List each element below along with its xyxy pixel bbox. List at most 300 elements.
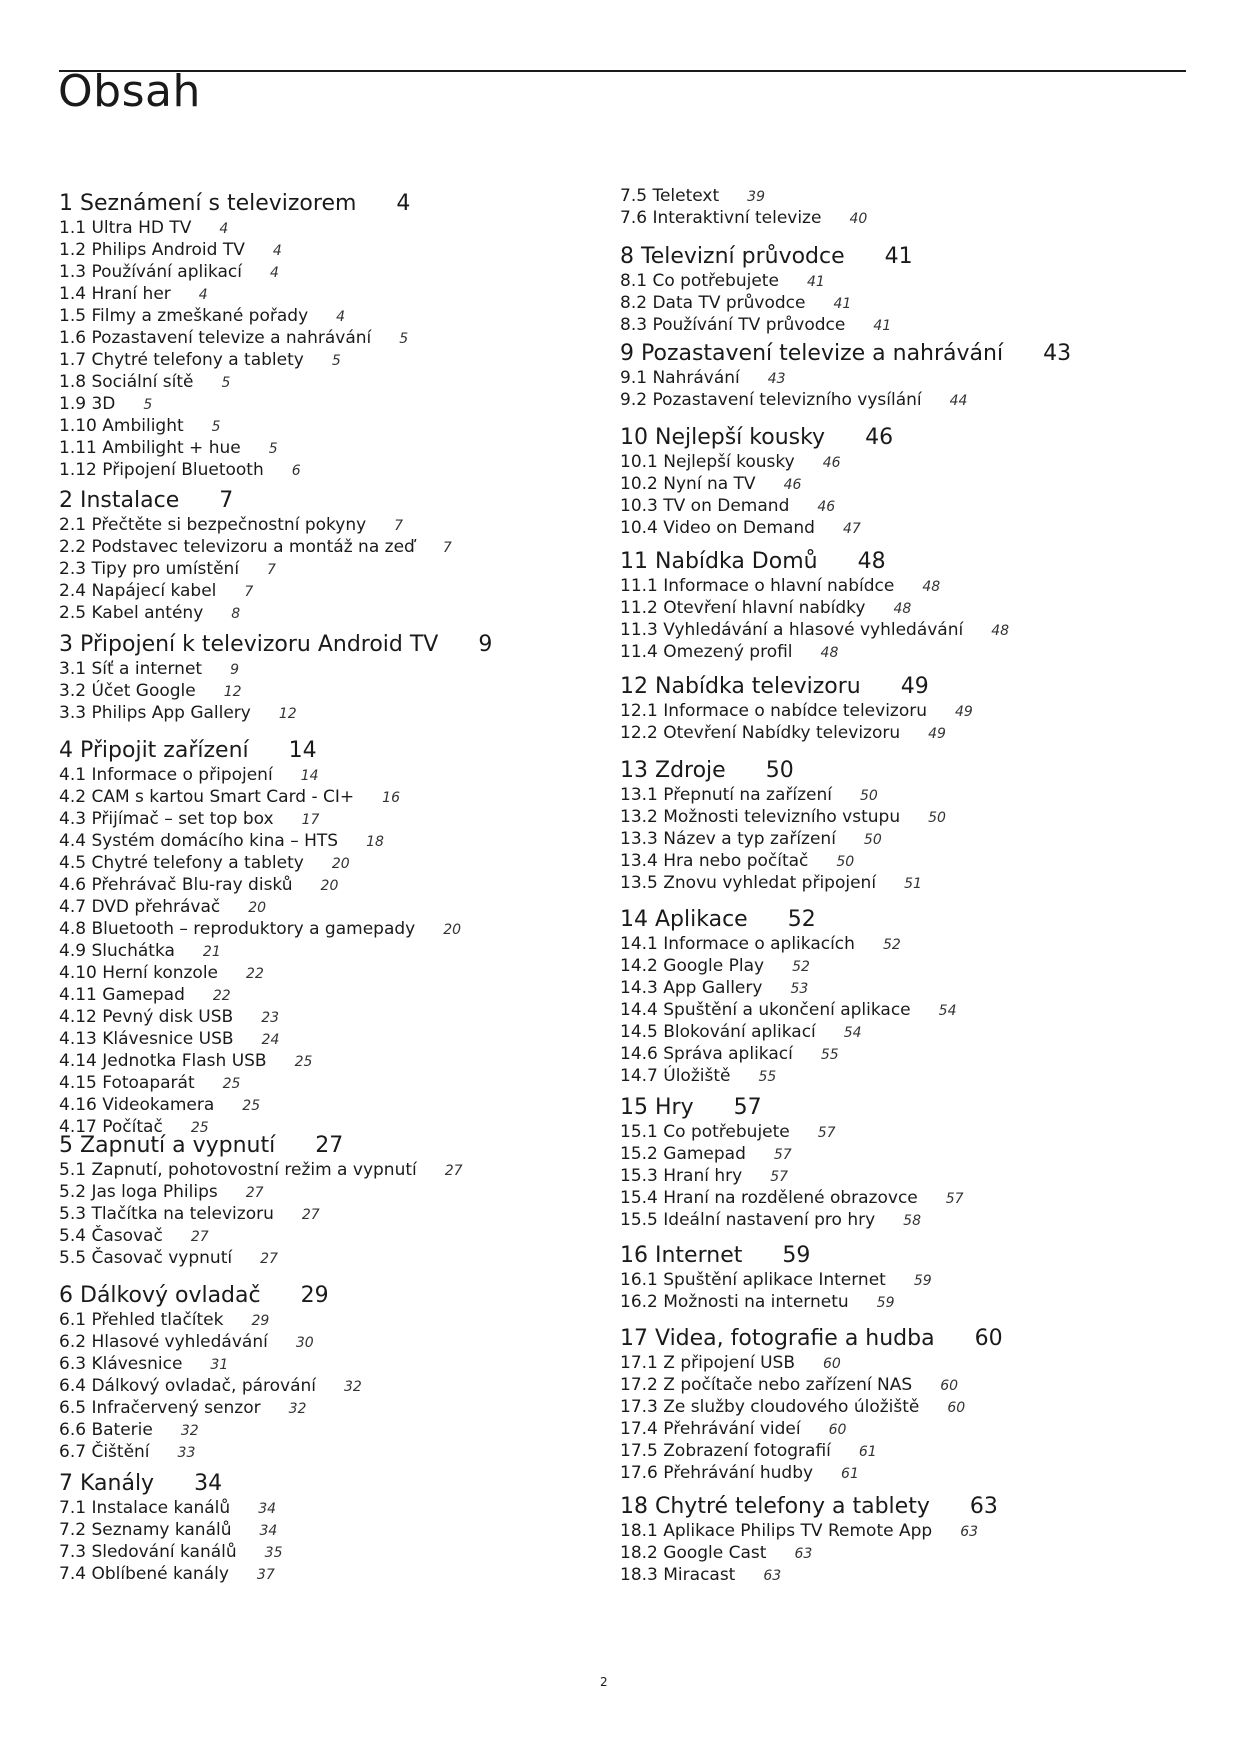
- entry-title: Klávesnice USB: [102, 1029, 234, 1049]
- entry-title: Hra nebo počítač: [663, 851, 809, 871]
- toc-entry[interactable]: [59, 681, 492, 703]
- entry-title: Spuštění aplikace Internet: [663, 1270, 886, 1290]
- entry-page: 44: [949, 393, 968, 409]
- entry-number: 14.2: [620, 956, 658, 976]
- entry-title: Omezený profil: [663, 642, 793, 662]
- toc-entry[interactable]: [59, 350, 410, 372]
- toc-entry[interactable]: [620, 956, 956, 978]
- entry-page: 27: [301, 1207, 320, 1223]
- entry-page: 29: [251, 1313, 270, 1329]
- toc-entry[interactable]: [59, 831, 461, 853]
- toc-entry[interactable]: [59, 537, 452, 559]
- entry-page: 57: [817, 1125, 836, 1141]
- entry-number: 4.17: [59, 1117, 97, 1137]
- toc-chapter-heading[interactable]: [620, 340, 1071, 368]
- entry-page: 63: [794, 1546, 813, 1562]
- chapter-page: 57: [733, 1095, 762, 1120]
- chapter-title: Zapnutí a vypnutí: [80, 1133, 276, 1158]
- toc-entry[interactable]: [59, 284, 410, 306]
- toc-entry[interactable]: [620, 1270, 932, 1292]
- toc-entry[interactable]: [59, 1029, 461, 1051]
- entry-title: Co potřebujete: [663, 1122, 790, 1142]
- toc-entry[interactable]: [59, 603, 452, 625]
- entry-number: 4.5: [59, 853, 87, 873]
- toc-entry[interactable]: [620, 1565, 998, 1587]
- toc-section: [59, 1132, 463, 1270]
- toc-entry[interactable]: [620, 807, 946, 829]
- entry-title: Název a typ zařízení: [663, 829, 836, 849]
- chapter-title: Videa, fotografie a hudba: [655, 1326, 935, 1351]
- toc-entry[interactable]: [59, 919, 461, 941]
- toc-chapter-heading[interactable]: [620, 673, 973, 701]
- entry-title: Přijímač – set top box: [91, 809, 274, 829]
- toc-chapter-heading[interactable]: [59, 1132, 463, 1160]
- toc-chapter-heading[interactable]: [620, 548, 1009, 576]
- entry-number: 1.6: [59, 328, 87, 348]
- entry-title: Přepnutí na zařízení: [663, 785, 832, 805]
- toc-entry[interactable]: [620, 642, 1009, 664]
- toc-entry[interactable]: [59, 985, 461, 1007]
- entry-number: 9.2: [620, 390, 648, 410]
- entry-page: 59: [876, 1295, 895, 1311]
- entry-page: 47: [842, 521, 861, 537]
- toc-entry[interactable]: [59, 1542, 282, 1564]
- toc-entry[interactable]: [59, 875, 461, 897]
- entry-number: 2.5: [59, 603, 87, 623]
- toc-entry[interactable]: [59, 1420, 362, 1442]
- toc-entry[interactable]: [620, 723, 973, 745]
- entry-page: 20: [248, 900, 267, 916]
- toc-chapter-heading[interactable]: [620, 1493, 998, 1521]
- toc-entry[interactable]: [620, 1353, 1003, 1375]
- entry-title: Jednotka Flash USB: [102, 1051, 267, 1071]
- entry-title: Podstavec televizoru a montáž na zeď: [91, 537, 415, 557]
- toc-entry[interactable]: [59, 218, 410, 240]
- entry-page: 40: [849, 211, 868, 227]
- toc-chapter-heading[interactable]: [59, 1282, 362, 1310]
- toc-section: [620, 1094, 964, 1232]
- entry-page: 20: [443, 922, 462, 938]
- entry-number: 4.8: [59, 919, 87, 939]
- entry-number: 4.10: [59, 963, 97, 983]
- entry-title: Data TV průvodce: [652, 293, 806, 313]
- entry-page: 41: [806, 274, 825, 290]
- toc-section: [59, 737, 461, 1139]
- toc-entry[interactable]: [59, 1182, 463, 1204]
- entry-page: 50: [859, 788, 878, 804]
- toc-entry[interactable]: [59, 1310, 362, 1332]
- toc-section: [620, 906, 956, 1088]
- chapter-number: 17: [620, 1326, 648, 1351]
- toc-entry[interactable]: [59, 1354, 362, 1376]
- toc-entry[interactable]: [59, 787, 461, 809]
- entry-page: 5: [399, 331, 409, 347]
- entry-title: Možnosti na internetu: [663, 1292, 849, 1312]
- chapter-title: Připojit zařízení: [80, 738, 249, 763]
- toc-chapter-heading[interactable]: [620, 1094, 964, 1122]
- toc-entry[interactable]: [59, 659, 492, 681]
- toc-entry[interactable]: [620, 785, 946, 807]
- toc-entry[interactable]: [59, 941, 461, 963]
- toc-entry[interactable]: [620, 208, 867, 230]
- toc-entry[interactable]: [59, 1564, 282, 1586]
- toc-entry[interactable]: [59, 515, 452, 537]
- entry-title: Google Cast: [663, 1543, 767, 1563]
- entry-number: 10.2: [620, 474, 658, 494]
- entry-title: Infračervený senzor: [91, 1398, 261, 1418]
- entry-title: Zobrazení fotografií: [663, 1441, 831, 1461]
- entry-page: 61: [858, 1444, 877, 1460]
- entry-number: 15.5: [620, 1210, 658, 1230]
- toc-entry[interactable]: [59, 240, 410, 262]
- entry-page: 5: [268, 441, 278, 457]
- entry-number: 1.3: [59, 262, 87, 282]
- toc-entry[interactable]: [59, 1226, 463, 1248]
- toc-chapter-heading[interactable]: [620, 424, 893, 452]
- toc-chapter-heading[interactable]: [59, 631, 492, 659]
- title-rule: [59, 70, 1186, 72]
- toc-entry[interactable]: [59, 853, 461, 875]
- toc-entry[interactable]: [59, 1073, 461, 1095]
- entry-page: 63: [763, 1568, 782, 1584]
- toc-section: [620, 1325, 1003, 1485]
- chapter-page: 46: [865, 425, 894, 450]
- toc-entry[interactable]: [620, 1463, 1003, 1485]
- chapter-title: Připojení k televizoru Android TV: [80, 632, 439, 657]
- toc-entry[interactable]: [620, 474, 893, 496]
- chapter-number: 16: [620, 1243, 648, 1268]
- entry-page: 7: [267, 562, 276, 578]
- toc-entry[interactable]: [620, 496, 893, 518]
- toc-entry[interactable]: [620, 598, 1009, 620]
- entry-page: 12: [223, 684, 242, 700]
- chapter-number: 15: [620, 1095, 648, 1120]
- entry-title: Blokování aplikací: [663, 1022, 816, 1042]
- toc-entry[interactable]: [620, 873, 946, 895]
- toc-entry[interactable]: [620, 1144, 964, 1166]
- toc-entry[interactable]: [620, 186, 867, 208]
- toc-entry[interactable]: [620, 1188, 964, 1210]
- chapter-title: Pozastavení televize a nahrávání: [641, 341, 1004, 366]
- toc-entry[interactable]: [620, 851, 946, 873]
- entry-title: Klávesnice: [91, 1354, 183, 1374]
- toc-entry[interactable]: [620, 1375, 1003, 1397]
- chapter-page: 43: [1043, 341, 1072, 366]
- toc-section: [59, 1282, 362, 1464]
- toc-chapter-heading[interactable]: [59, 737, 461, 765]
- entry-number: 6.7: [59, 1442, 87, 1462]
- chapter-page: 63: [969, 1494, 998, 1519]
- toc-entry[interactable]: [59, 1398, 362, 1420]
- toc-entry[interactable]: [620, 829, 946, 851]
- entry-title: Baterie: [91, 1420, 153, 1440]
- toc-entry[interactable]: [59, 306, 410, 328]
- toc-entry[interactable]: [620, 1543, 998, 1565]
- entry-title: Sluchátka: [91, 941, 175, 961]
- toc-chapter-heading[interactable]: [620, 1242, 932, 1270]
- entry-title: Informace o hlavní nabídce: [663, 576, 895, 596]
- chapter-title: Zdroje: [655, 758, 726, 783]
- chapter-number: 2: [59, 488, 73, 513]
- entry-number: 4.12: [59, 1007, 97, 1027]
- entry-page: 22: [246, 966, 264, 982]
- entry-number: 12.1: [620, 701, 658, 721]
- toc-entry[interactable]: [620, 1066, 956, 1088]
- entry-title: Časovač vypnutí: [91, 1248, 233, 1268]
- entry-page: 30: [295, 1335, 314, 1351]
- entry-page: 57: [773, 1147, 792, 1163]
- entry-title: Dálkový ovladač, párování: [91, 1376, 317, 1396]
- entry-page: 55: [758, 1069, 777, 1085]
- toc-section: [620, 424, 893, 540]
- entry-page: 7: [244, 584, 254, 600]
- toc-entry[interactable]: [620, 1210, 964, 1232]
- toc-entry[interactable]: [59, 394, 410, 416]
- chapter-page: 60: [974, 1326, 1003, 1351]
- entry-number: 15.3: [620, 1166, 658, 1186]
- entry-number: 5.4: [59, 1226, 87, 1246]
- entry-number: 16.1: [620, 1270, 658, 1290]
- toc-entry[interactable]: [59, 897, 461, 919]
- toc-entry[interactable]: [59, 559, 452, 581]
- chapter-page: 27: [315, 1133, 344, 1158]
- entry-page: 24: [261, 1032, 280, 1048]
- entry-number: 4.15: [59, 1073, 97, 1093]
- entry-number: 4.7: [59, 897, 87, 917]
- entry-number: 17.3: [620, 1397, 658, 1417]
- toc-entry[interactable]: [59, 1204, 463, 1226]
- toc-chapter-heading[interactable]: [59, 1470, 282, 1498]
- toc-entry[interactable]: [59, 765, 461, 787]
- toc-entry[interactable]: [59, 1376, 362, 1398]
- chapter-title: Nabídka televizoru: [655, 674, 861, 699]
- toc-chapter-heading[interactable]: [59, 487, 452, 515]
- entry-page: 16: [382, 790, 400, 806]
- entry-number: 4.6: [59, 875, 87, 895]
- entry-number: 2.2: [59, 537, 87, 557]
- entry-number: 10.1: [620, 452, 658, 472]
- toc-entry[interactable]: [620, 293, 913, 315]
- entry-number: 15.2: [620, 1144, 658, 1164]
- entry-page: 50: [928, 810, 946, 826]
- toc-entry[interactable]: [620, 1441, 1003, 1463]
- toc-entry[interactable]: [59, 328, 410, 350]
- entry-number: 7.3: [59, 1542, 87, 1562]
- chapter-page: 52: [787, 907, 816, 932]
- entry-page: 5: [211, 419, 221, 435]
- entry-page: 25: [222, 1076, 241, 1092]
- toc-entry[interactable]: [59, 1095, 461, 1117]
- entry-page: 32: [344, 1379, 362, 1395]
- entry-title: Hraní her: [91, 284, 171, 304]
- chapter-page: 48: [857, 549, 886, 574]
- chapter-title: Kanály: [80, 1471, 155, 1496]
- entry-page: 61: [841, 1466, 859, 1482]
- chapter-number: 14: [620, 907, 648, 932]
- entry-title: Chytré telefony a tablety: [91, 350, 304, 370]
- entry-page: 5: [221, 375, 231, 391]
- toc-entry[interactable]: [620, 576, 1009, 598]
- entry-title: Počítač: [102, 1117, 163, 1137]
- entry-page: 51: [904, 876, 922, 892]
- toc-entry[interactable]: [620, 978, 956, 1000]
- toc-entry[interactable]: [59, 703, 492, 725]
- entry-page: 60: [828, 1422, 847, 1438]
- toc-entry[interactable]: [620, 1000, 956, 1022]
- entry-page: 55: [820, 1047, 839, 1063]
- entry-number: 1.12: [59, 460, 97, 480]
- entry-page: 49: [955, 704, 973, 720]
- toc-entry[interactable]: [59, 1442, 362, 1464]
- entry-page: 54: [843, 1025, 862, 1041]
- toc-entry[interactable]: [620, 315, 913, 337]
- toc-entry[interactable]: [59, 1520, 282, 1542]
- toc-entry[interactable]: [59, 416, 410, 438]
- entry-page: 7: [394, 518, 404, 534]
- toc-entry[interactable]: [620, 701, 973, 723]
- entry-page: 48: [893, 601, 912, 617]
- toc-entry[interactable]: [59, 809, 461, 831]
- entry-title: Účet Google: [91, 681, 196, 701]
- toc-entry[interactable]: [59, 581, 452, 603]
- entry-page: 46: [817, 499, 836, 515]
- toc-entry[interactable]: [59, 963, 461, 985]
- entry-title: Otevření hlavní nabídky: [663, 598, 866, 618]
- entry-title: Vyhledávání a hlasové vyhledávání: [663, 620, 964, 640]
- toc-entry[interactable]: [620, 1419, 1003, 1441]
- toc-entry[interactable]: [620, 1292, 932, 1314]
- chapter-number: 11: [620, 549, 648, 574]
- toc-entry[interactable]: [59, 372, 410, 394]
- entry-title: Informace o připojení: [91, 765, 273, 785]
- entry-number: 5.3: [59, 1204, 87, 1224]
- entry-number: 1.11: [59, 438, 97, 458]
- entry-number: 4.14: [59, 1051, 97, 1071]
- entry-page: 46: [822, 455, 841, 471]
- entry-page: 59: [913, 1273, 932, 1289]
- entry-page: 46: [783, 477, 802, 493]
- entry-title: Z počítače nebo zařízení NAS: [663, 1375, 913, 1395]
- toc-entry[interactable]: [620, 1166, 964, 1188]
- entry-number: 7.6: [620, 208, 648, 228]
- entry-title: Bluetooth – reproduktory a gamepady: [91, 919, 416, 939]
- toc-entry[interactable]: [620, 452, 893, 474]
- entry-page: 52: [882, 937, 901, 953]
- entry-title: App Gallery: [663, 978, 763, 998]
- entry-title: TV on Demand: [663, 496, 790, 516]
- entry-title: Pozastavení televizního vysílání: [652, 390, 922, 410]
- toc-section: [620, 1493, 998, 1587]
- chapter-page: 14: [288, 738, 317, 763]
- toc-chapter-heading[interactable]: [620, 906, 956, 934]
- entry-title: Připojení Bluetooth: [102, 460, 264, 480]
- toc-entry[interactable]: [59, 1248, 463, 1270]
- entry-title: Herní konzole: [102, 963, 219, 983]
- toc-chapter-heading[interactable]: [59, 190, 410, 218]
- entry-title: Z připojení USB: [663, 1353, 795, 1373]
- entry-number: 14.1: [620, 934, 658, 954]
- entry-page: 60: [823, 1356, 841, 1372]
- entry-title: Kabel antény: [91, 603, 204, 623]
- entry-number: 17.5: [620, 1441, 658, 1461]
- entry-number: 1.8: [59, 372, 87, 392]
- entry-number: 10.4: [620, 518, 658, 538]
- entry-page: 25: [294, 1054, 313, 1070]
- toc-chapter-heading[interactable]: [620, 1325, 1003, 1353]
- chapter-title: Dálkový ovladač: [80, 1283, 261, 1308]
- entry-number: 16.2: [620, 1292, 658, 1312]
- toc-entry[interactable]: [59, 1332, 362, 1354]
- toc-entry[interactable]: [59, 1160, 463, 1182]
- entry-page: 27: [260, 1251, 278, 1267]
- entry-page: 35: [264, 1545, 283, 1561]
- entry-number: 4.11: [59, 985, 97, 1005]
- toc-section: [620, 548, 1009, 664]
- entry-page: 50: [863, 832, 882, 848]
- toc-entry[interactable]: [620, 1122, 964, 1144]
- entry-page: 34: [258, 1501, 277, 1517]
- entry-title: Časovač: [91, 1226, 163, 1246]
- entry-title: Co potřebujete: [652, 271, 779, 291]
- toc-entry[interactable]: [59, 1051, 461, 1073]
- toc-entry[interactable]: [620, 1022, 956, 1044]
- entry-number: 6.1: [59, 1310, 87, 1330]
- toc-entry[interactable]: [620, 934, 956, 956]
- entry-number: 7.5: [620, 186, 648, 206]
- chapter-number: 13: [620, 758, 648, 783]
- toc-entry[interactable]: [59, 1498, 282, 1520]
- entry-number: 10.3: [620, 496, 658, 516]
- toc-chapter-heading[interactable]: [620, 757, 946, 785]
- entry-page: 8: [231, 606, 241, 622]
- entry-number: 14.6: [620, 1044, 658, 1064]
- toc-entry[interactable]: [620, 620, 1009, 642]
- toc-entry[interactable]: [620, 271, 913, 293]
- entry-title: Správa aplikací: [663, 1044, 793, 1064]
- chapter-title: Seznámení s televizorem: [80, 191, 357, 216]
- toc-entry[interactable]: [59, 438, 410, 460]
- toc-entry[interactable]: [620, 1521, 998, 1543]
- entry-page: 23: [261, 1010, 280, 1026]
- entry-page: 48: [991, 623, 1010, 639]
- entry-title: Sledování kanálů: [91, 1542, 237, 1562]
- toc-entry[interactable]: [59, 262, 410, 284]
- toc-chapter-heading[interactable]: [620, 243, 913, 271]
- entry-page: 41: [833, 296, 852, 312]
- entry-number: 7.4: [59, 1564, 87, 1584]
- toc-entry[interactable]: [620, 1044, 956, 1066]
- toc-entry[interactable]: [59, 1007, 461, 1029]
- entry-title: Ultra HD TV: [91, 218, 192, 238]
- entry-number: 13.4: [620, 851, 658, 871]
- entry-page: 5: [331, 353, 341, 369]
- toc-entry[interactable]: [620, 1397, 1003, 1419]
- entry-title: Přehled tlačítek: [91, 1310, 224, 1330]
- toc-entry[interactable]: [620, 518, 893, 540]
- toc-entry[interactable]: [59, 460, 410, 482]
- toc-entry[interactable]: [620, 390, 1071, 412]
- toc-entry[interactable]: [620, 368, 1071, 390]
- entry-title: Ideální nastavení pro hry: [663, 1210, 876, 1230]
- entry-page: 34: [259, 1523, 278, 1539]
- chapter-number: 7: [59, 1471, 73, 1496]
- entry-title: Hlasové vyhledávání: [91, 1332, 268, 1352]
- chapter-page: 41: [884, 244, 913, 269]
- entry-title: Gamepad: [102, 985, 185, 1005]
- entry-number: 8.1: [620, 271, 648, 291]
- entry-page: 25: [190, 1120, 209, 1136]
- entry-title: Čištění: [91, 1442, 150, 1462]
